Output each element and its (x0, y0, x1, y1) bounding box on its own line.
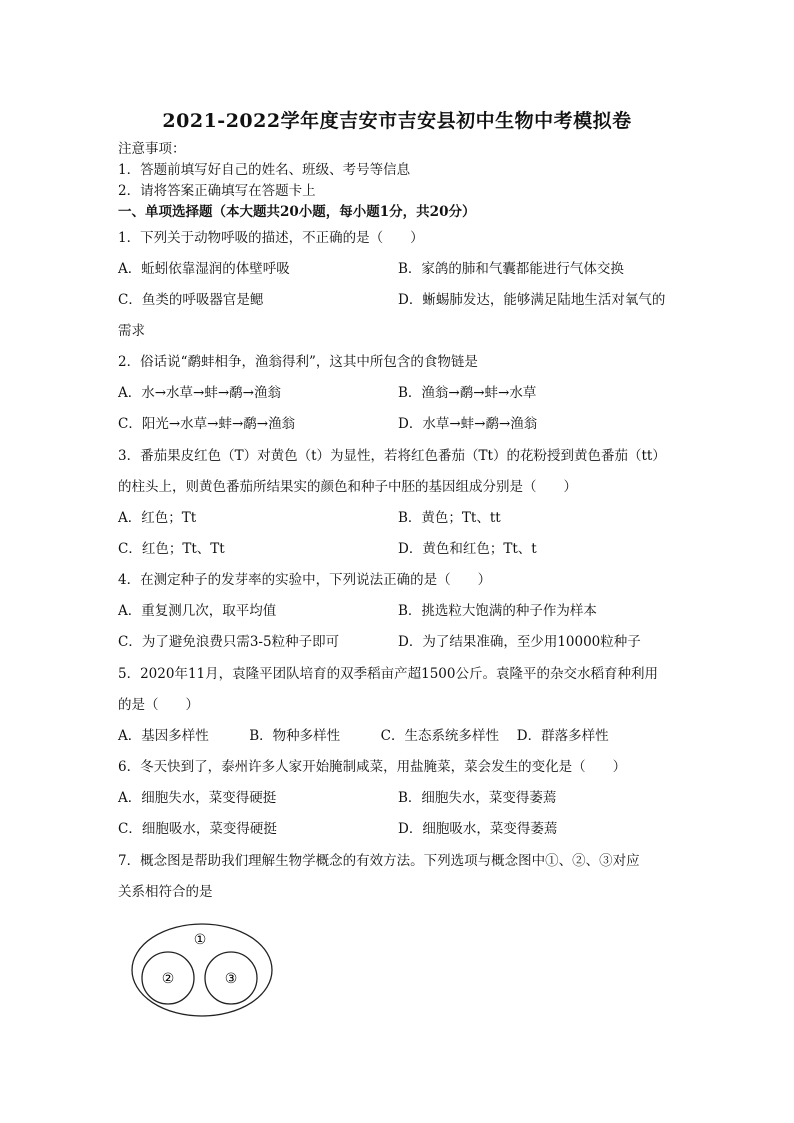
question-7-stem-1: 7．概念图是帮助我们理解生物学概念的有效方法。下列选项与概念图中①、②、③对应 (118, 853, 640, 869)
question-7-stem-2: 关系相符合的是 (118, 884, 213, 900)
notice-item-2: 2．请将答案正确填写在答题卡上 (118, 183, 316, 199)
question-1-tail: 需求 (118, 323, 145, 339)
question-3-option-c: C．红色；Tt、Tt (118, 541, 225, 557)
question-1-option-c: C．鱼类的呼吸器官是鳃 (118, 292, 264, 308)
question-5-stem-1: 5．2020年11月，袁隆平团队培育的双季稻亩产超1500公斤。袁隆平的杂交水稻育种利用 (118, 666, 658, 682)
question-2-option-c: C．阳光→水草→蚌→鹬→渔翁 (118, 416, 296, 432)
question-3-stem-2: 的柱头上，则黄色番茄所结果实的颜色和种子中胚的基因组成分别是（ ） (118, 479, 577, 495)
question-1-option-d: D．蜥蜴肺发达，能够满足陆地生活对氧气的 (398, 292, 666, 308)
question-6-stem: 6．冬天快到了，泰州许多人家开始腌制咸菜，用盐腌菜，菜会发生的变化是（ ） (118, 759, 627, 775)
notice-item-1: 1．答题前填写好自己的姓名、班级、考号等信息 (118, 162, 411, 178)
label-2: ② (161, 971, 175, 987)
question-3-option-d: D．黄色和红色；Tt、t (398, 541, 537, 557)
question-4-option-a: A．重复测几次，取平均值 (118, 603, 277, 619)
question-6-option-d: D．细胞吸水，菜变得萎蔫 (398, 821, 558, 837)
section-heading: 一、单项选择题（本大题共20小题，每小题1分，共20分） (118, 204, 476, 220)
question-6-option-b: B．细胞失水，菜变得萎蔫 (398, 790, 557, 806)
question-3-option-b: B．黄色；Tt、tt (398, 510, 501, 526)
question-2-option-b: B．渔翁→鹬→蚌→水草 (398, 385, 537, 401)
label-1: ① (193, 932, 207, 948)
question-5-stem-2: 的是（ ） (118, 697, 199, 713)
question-4-option-b: B．挑选粒大饱满的种子作为样本 (398, 603, 597, 619)
question-1-option-b: B．家鸽的肺和气囊都能进行气体交换 (398, 261, 624, 277)
question-3-option-a: A．红色；Tt (118, 510, 197, 526)
question-2-option-a: A．水→水草→蚌→鹬→渔翁 (118, 385, 281, 401)
question-6-option-a: A．细胞失水，菜变得硬挺 (118, 790, 277, 806)
question-1-option-a: A．蚯蚓依靠湿润的体壁呼吸 (118, 261, 290, 277)
label-3: ③ (224, 971, 238, 987)
question-4-stem: 4．在测定种子的发芽率的实验中，下列说法正确的是（ ） (118, 572, 492, 588)
question-2-option-d: D．水草→蚌→鹬→渔翁 (398, 416, 538, 432)
question-6-option-c: C．细胞吸水，菜变得硬挺 (118, 821, 277, 837)
question-1-stem: 1．下列关于动物呼吸的描述，不正确的是（ ） (118, 230, 424, 246)
question-4-option-c: C．为了避免浪费只需3-5粒种子即可 (118, 634, 340, 650)
question-4-option-d: D．为了结果准确，至少用10000粒种子 (398, 634, 641, 650)
question-3-stem-1: 3．番茄果皮红色（T）对黄色（t）为显性，若将红色番茄（Tt）的花粉授到黄色番茄（tt） (118, 448, 666, 464)
question-5-options: A．基因多样性 B．物种多样性 C．生态系统多样性 D．群落多样性 (118, 728, 609, 744)
notice-heading: 注意事项： (118, 141, 186, 157)
exam-title: 2021-2022学年度吉安市吉安县初中生物中考模拟卷 (162, 110, 632, 132)
question-2-stem: 2．俗话说“鹬蚌相争，渔翁得利”，这其中所包含的食物链是 (118, 354, 478, 370)
concept-diagram (128, 922, 278, 1022)
